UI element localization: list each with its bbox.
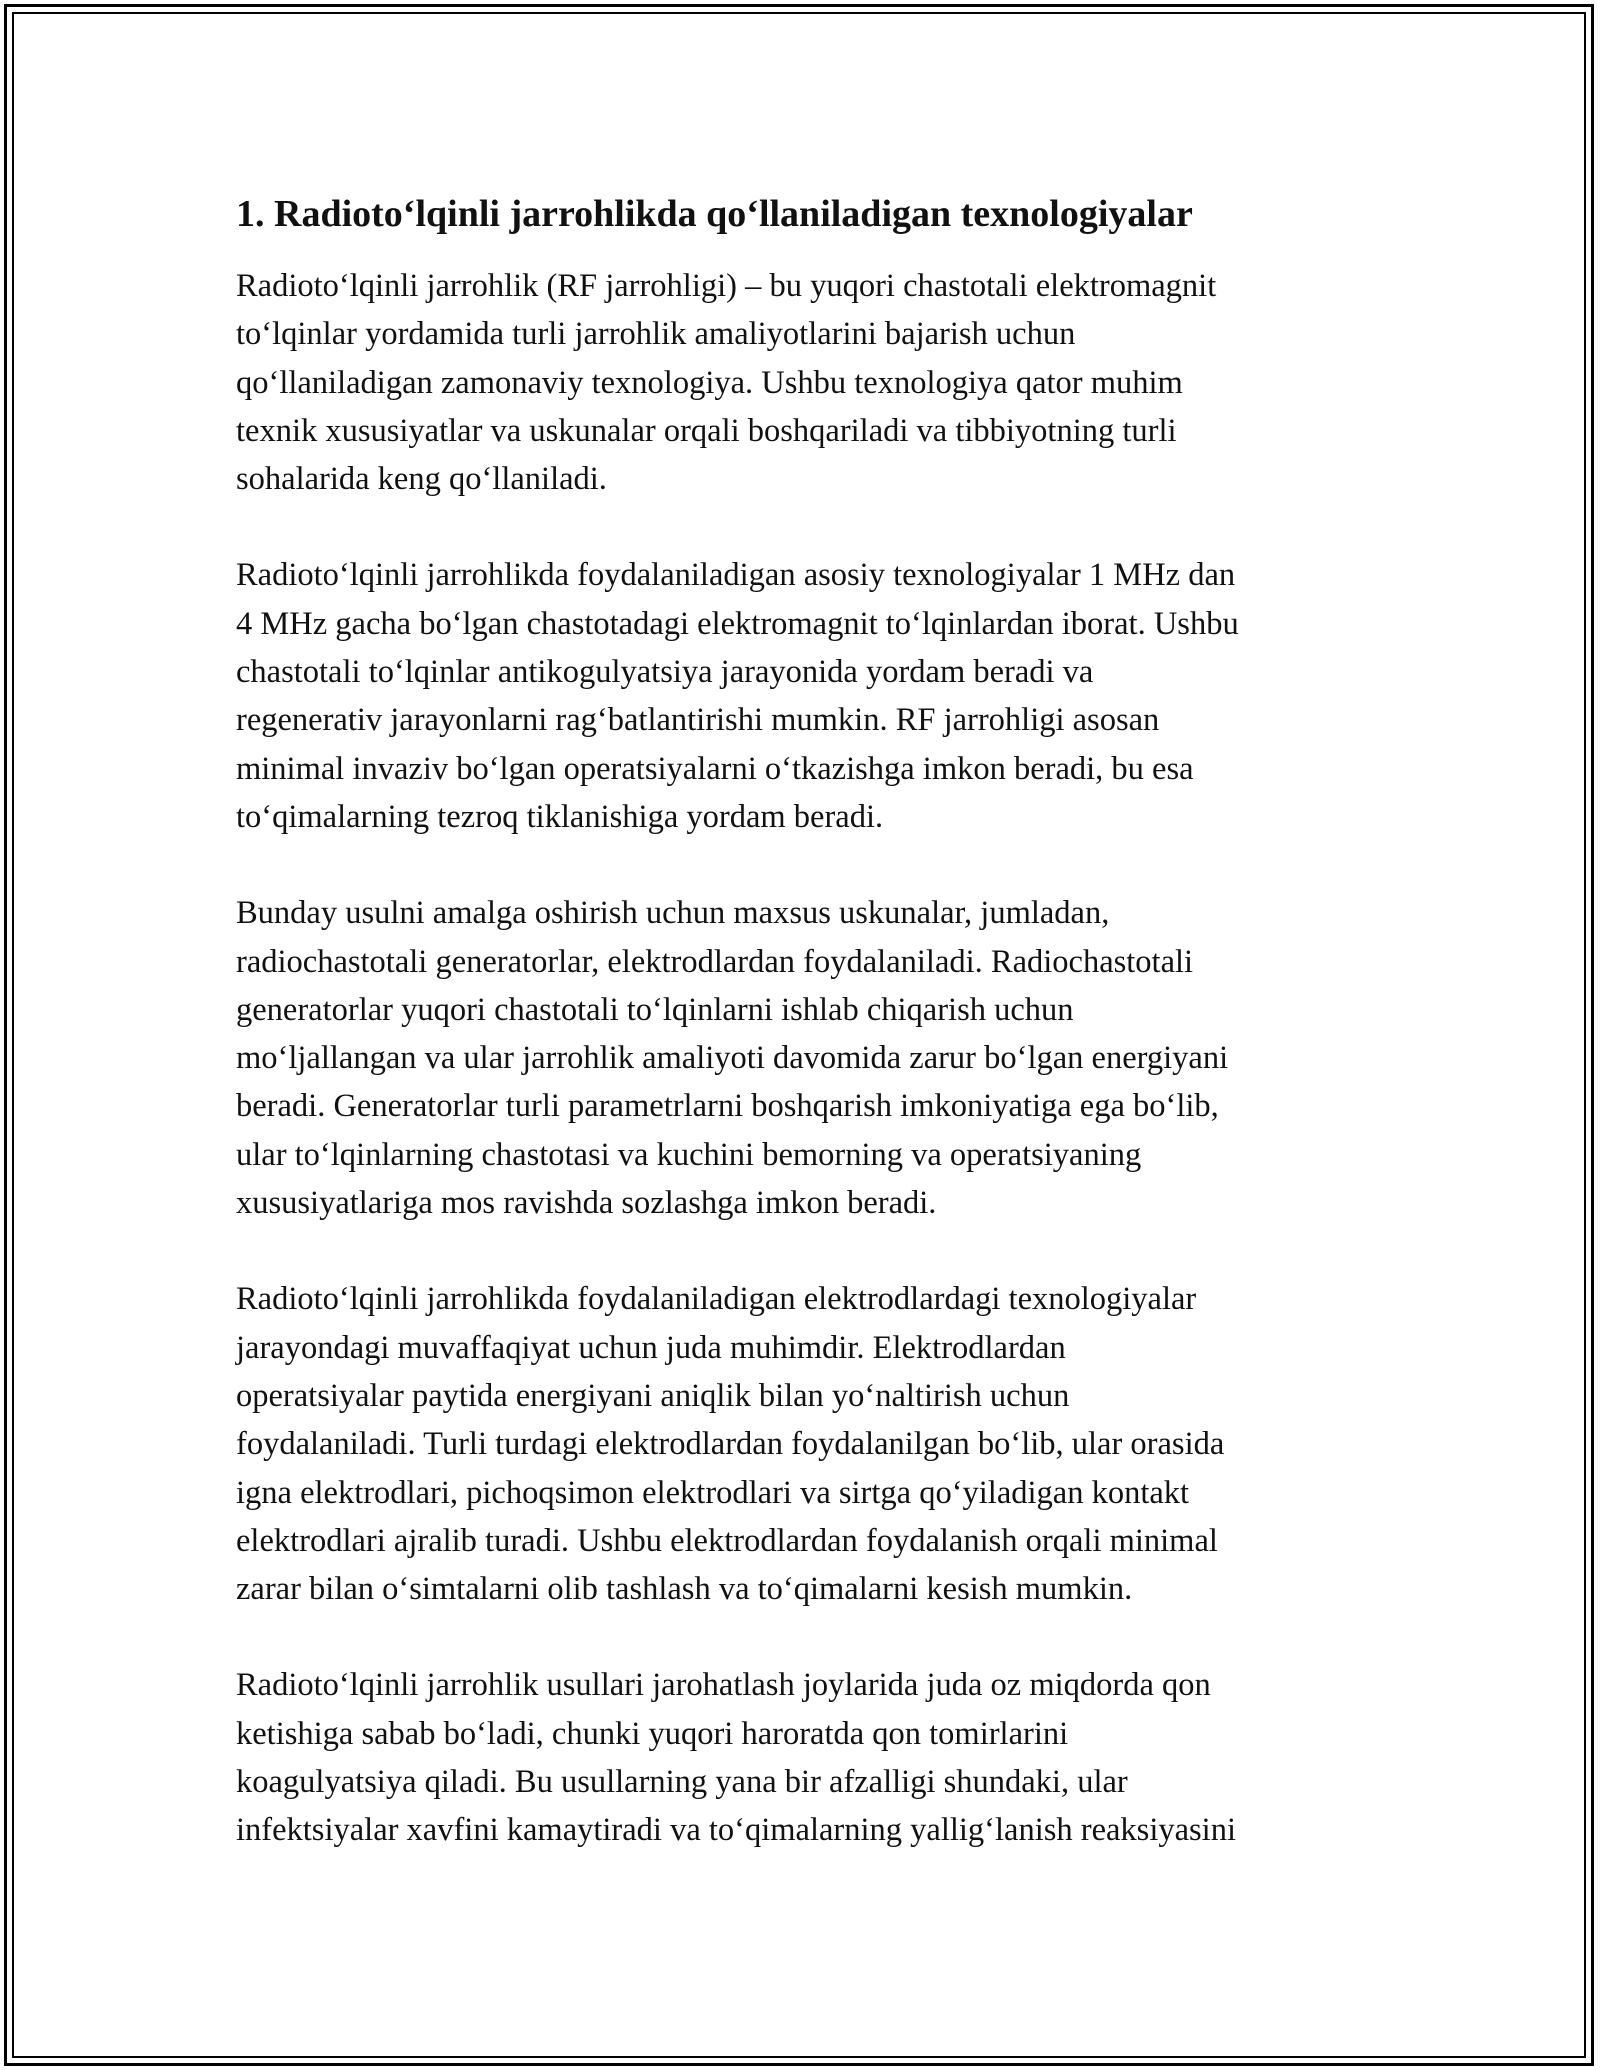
text-line: Radioto‘lqinli jarrohlikda foydalaniladigan asosiy texnologiyalar 1 MHz dan bbox=[236, 557, 1236, 594]
text-line: infektsiyalar xavfini kamaytiradi va to‘qimalarning yallig‘lanish reaksiyasini bbox=[236, 1812, 1236, 1849]
paragraph-2 bbox=[236, 551, 1376, 841]
section-heading: 1. Radioto‘lqinli jarrohlikda qo‘llaniladigan texnologiyalar bbox=[236, 193, 1193, 235]
text-line: regenerativ jarayonlarni rag‘batlantirishi mumkin. RF jarrohligi asosan bbox=[236, 702, 1160, 739]
text-line: chastotali to‘lqinlar antikogulyatsiya jarayonida yordam beradi va bbox=[236, 654, 1094, 691]
text-line: igna elektrodlari, pichoqsimon elektrodlari va sirtga qo‘yiladigan kontakt bbox=[236, 1474, 1190, 1511]
text-line: Radioto‘lqinli jarrohlikda foydalaniladigan elektrodlardagi texnologiyalar bbox=[236, 1281, 1197, 1318]
text-line: radiochastotali generatorlar, elektrodlardan foydalaniladi. Radiochastotali bbox=[236, 943, 1194, 980]
text-line: beradi. Generatorlar turli parametrlarni boshqarish imkoniyatiga ega bo‘lib, bbox=[236, 1088, 1219, 1125]
text-line: ular to‘lqinlarning chastotasi va kuchini bemorning va operatsiyaning bbox=[236, 1136, 1142, 1173]
text-line: Radioto‘lqinli jarrohlik (RF jarrohligi) – bu yuqori chastotali elektromagnit bbox=[236, 268, 1217, 304]
text-line: to‘lqinlar yordamida turli jarrohlik amaliyotlarini bajarish uchun bbox=[236, 316, 1076, 353]
text-line: foydalaniladi. Turli turdagi elektrodlardan foydalanilgan bo‘lib, ular orasida bbox=[236, 1426, 1225, 1463]
text-line: operatsiyalar paytida energiyani aniqlik bilan yo‘naltirish uchun bbox=[236, 1377, 1070, 1414]
paragraph-5 bbox=[236, 1661, 1376, 1854]
text-line: koagulyatsiya qiladi. Bu usullarning yana bir afzalligi shundaki, ular bbox=[236, 1764, 1128, 1801]
text-line: jarayondagi muvaffaqiyat uchun juda muhimdir. Elektrodlardan bbox=[236, 1329, 1066, 1366]
text-line: texnik xususiyatlar va uskunalar orqali boshqariladi va tibbiyotning turli bbox=[236, 412, 1177, 449]
text-line: Radioto‘lqinli jarrohlik usullari jarohatlash joylarida juda oz miqdorda qon bbox=[236, 1667, 1211, 1704]
text-line: Bunday usulni amalga oshirish uchun maxsus uskunalar, jumladan, bbox=[236, 895, 1110, 932]
text-line: qo‘llaniladigan zamonaviy texnologiya. Ushbu texnologiya qator muhim bbox=[236, 364, 1183, 401]
paragraph-3 bbox=[236, 889, 1376, 1227]
paragraph-1 bbox=[236, 262, 1376, 503]
paragraph-4 bbox=[236, 1275, 1376, 1613]
text-line: sohalarida keng qo‘llaniladi. bbox=[236, 461, 607, 498]
text-line: ketishiga sabab bo‘ladi, chunki yuqori haroratda qon tomirlarini bbox=[236, 1715, 1069, 1752]
document-body bbox=[236, 186, 1376, 1855]
text-line: generatorlar yuqori chastotali to‘lqinlarni ishlab chiqarish uchun bbox=[236, 991, 1074, 1028]
text-line: mo‘ljallangan va ular jarrohlik amaliyoti davomida zarur bo‘lgan energiyani bbox=[236, 1040, 1229, 1077]
text-line: elektrodlari ajralib turadi. Ushbu elektrodlardan foydalanish orqali minimal bbox=[236, 1522, 1218, 1559]
text-line: xususiyatlariga mos ravishda sozlashga imkon beradi. bbox=[236, 1185, 937, 1222]
text-line: 4 MHz gacha bo‘lgan chastotadagi elektromagnit to‘lqinlardan iborat. Ushbu bbox=[236, 605, 1239, 642]
text-line: zarar bilan o‘simtalarni olib tashlash va to‘qimalarni kesish mumkin. bbox=[236, 1571, 1133, 1608]
text-line: to‘qimalarning tezroq tiklanishiga yordam beradi. bbox=[236, 798, 884, 835]
text-line: minimal invaziv bo‘lgan operatsiyalarni o‘tkazishga imkon beradi, bu esa bbox=[236, 750, 1194, 787]
